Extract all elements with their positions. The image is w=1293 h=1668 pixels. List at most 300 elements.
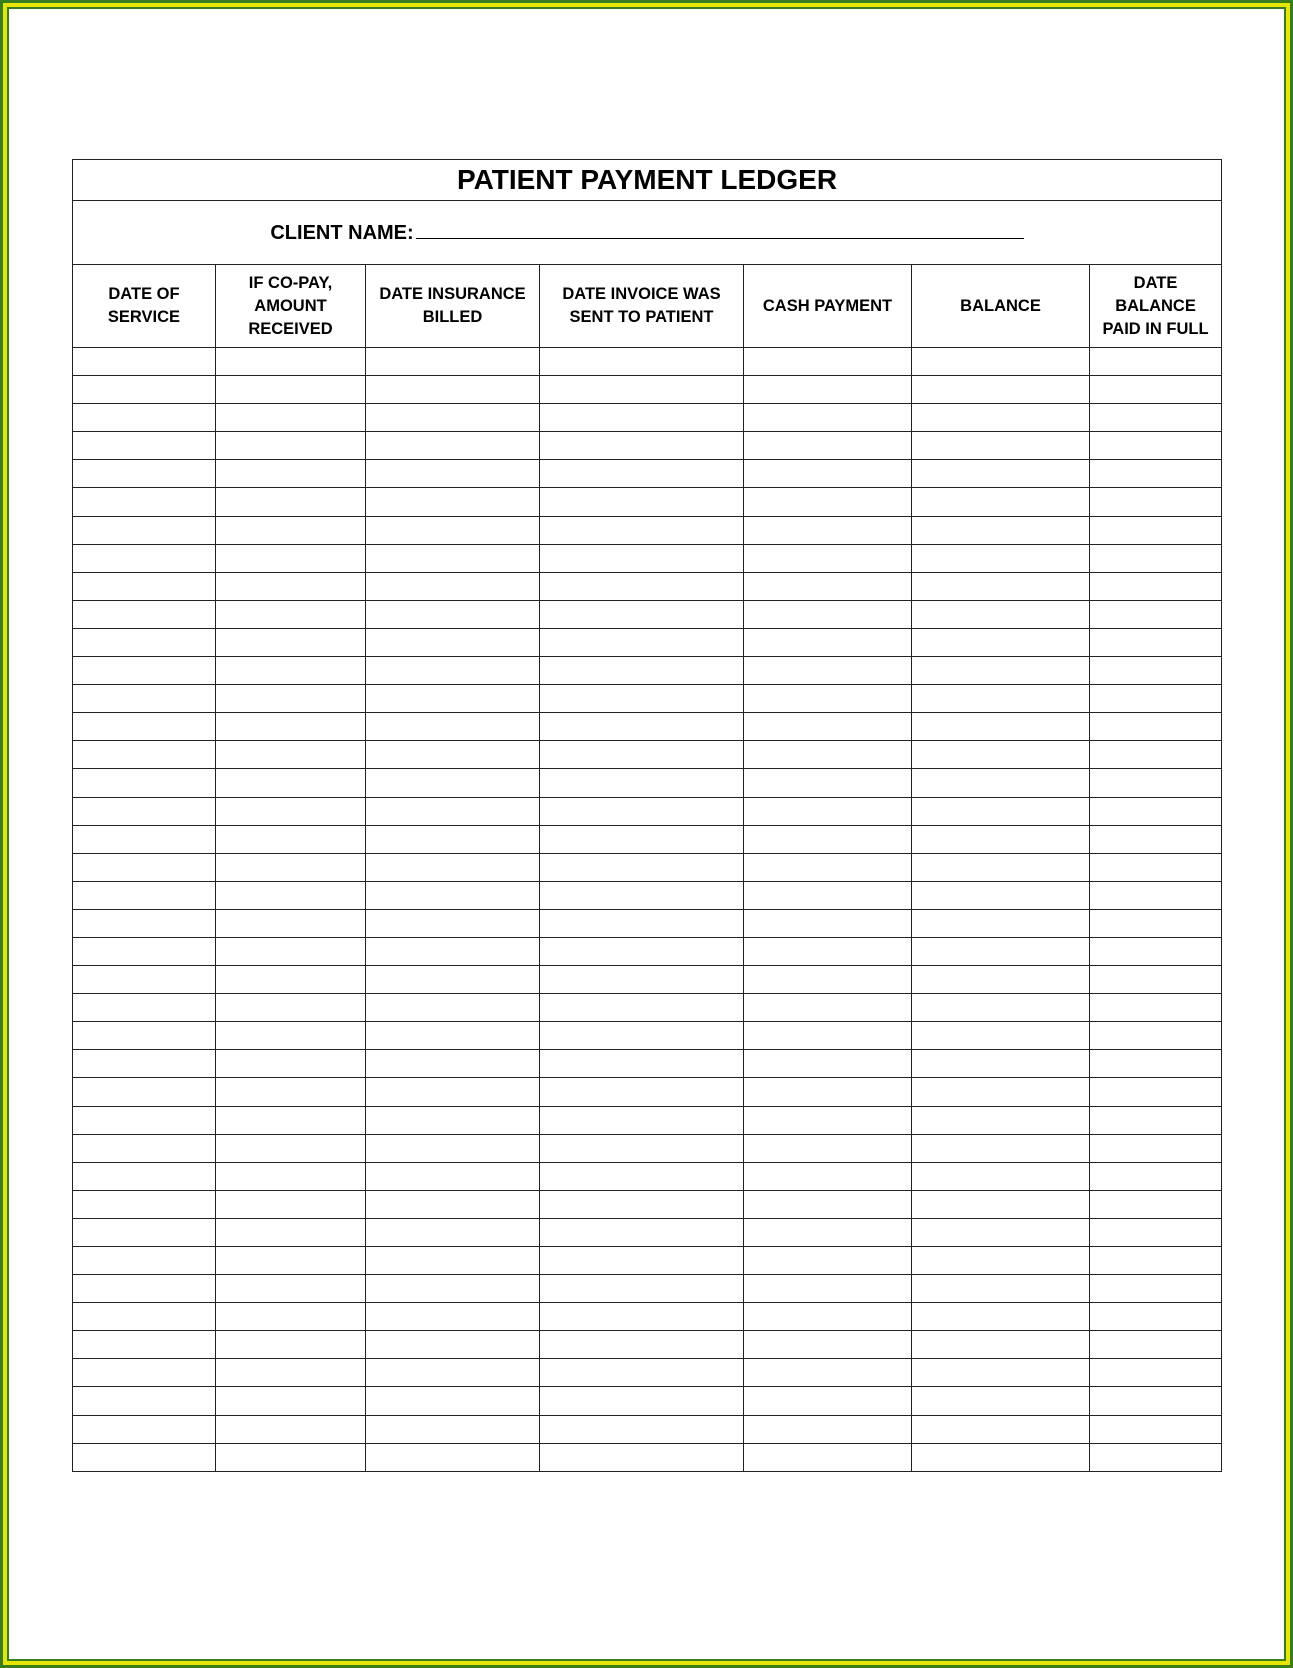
ledger-cell[interactable] — [73, 1078, 216, 1106]
ledger-cell[interactable] — [540, 516, 744, 544]
ledger-cell[interactable] — [1090, 1218, 1222, 1246]
ledger-cell[interactable] — [912, 1247, 1090, 1275]
ledger-cell[interactable] — [366, 460, 540, 488]
ledger-cell[interactable] — [366, 769, 540, 797]
ledger-cell[interactable] — [912, 713, 1090, 741]
ledger-cell[interactable] — [216, 1022, 366, 1050]
ledger-cell[interactable] — [540, 1078, 744, 1106]
client-name-field[interactable] — [73, 201, 1222, 265]
ledger-cell[interactable] — [73, 657, 216, 685]
ledger-cell[interactable] — [1090, 1359, 1222, 1387]
ledger-cell[interactable] — [366, 685, 540, 713]
ledger-cell[interactable] — [366, 797, 540, 825]
ledger-cell[interactable] — [744, 348, 912, 376]
ledger-cell[interactable] — [216, 1415, 366, 1443]
ledger-row — [73, 1218, 1222, 1246]
ledger-cell[interactable] — [73, 404, 216, 432]
ledger-cell[interactable] — [912, 1134, 1090, 1162]
ledger-cell[interactable] — [744, 657, 912, 685]
ledger-cell[interactable] — [216, 1218, 366, 1246]
client-name-underline[interactable] — [416, 220, 1024, 239]
ledger-cell[interactable] — [216, 376, 366, 404]
ledger-cell[interactable] — [744, 1218, 912, 1246]
ledger-cell[interactable] — [366, 1415, 540, 1443]
ledger-cell[interactable] — [912, 937, 1090, 965]
ledger-cell[interactable] — [744, 1247, 912, 1275]
ledger-cell[interactable] — [1090, 404, 1222, 432]
column-header-line: SERVICE — [107, 308, 181, 326]
ledger-cell[interactable] — [366, 516, 540, 544]
ledger-cell[interactable] — [73, 572, 216, 600]
ledger-cell[interactable] — [744, 460, 912, 488]
ledger-cell[interactable] — [1090, 1415, 1222, 1443]
ledger-cell[interactable] — [744, 741, 912, 769]
ledger-cell[interactable] — [540, 544, 744, 572]
ledger-cell[interactable] — [1090, 1247, 1222, 1275]
ledger-cell[interactable] — [216, 741, 366, 769]
ledger-cell[interactable] — [366, 1275, 540, 1303]
ledger-cell[interactable] — [366, 1247, 540, 1275]
ledger-cell[interactable] — [912, 685, 1090, 713]
column-header — [540, 265, 744, 348]
ledger-cell[interactable] — [540, 994, 744, 1022]
ledger-cell[interactable] — [216, 1134, 366, 1162]
ledger-cell[interactable] — [744, 600, 912, 628]
ledger-cell[interactable] — [73, 966, 216, 994]
ledger-cell[interactable] — [216, 994, 366, 1022]
ledger-row — [73, 348, 1222, 376]
ledger-cell[interactable] — [912, 1078, 1090, 1106]
ledger-cell[interactable] — [73, 1190, 216, 1218]
ledger-cell[interactable] — [1090, 544, 1222, 572]
ledger-cell[interactable] — [1090, 966, 1222, 994]
ledger-cell[interactable] — [366, 966, 540, 994]
ledger-cell[interactable] — [912, 1443, 1090, 1471]
ledger-cell[interactable] — [540, 1443, 744, 1471]
ledger-cell[interactable] — [73, 1443, 216, 1471]
ledger-cell[interactable] — [216, 1443, 366, 1471]
ledger-cell[interactable] — [912, 1190, 1090, 1218]
ledger-cell[interactable] — [366, 1050, 540, 1078]
ledger-cell[interactable] — [744, 1275, 912, 1303]
ledger-cell[interactable] — [912, 1050, 1090, 1078]
ledger-cell[interactable] — [1090, 432, 1222, 460]
ledger-cell[interactable] — [216, 685, 366, 713]
ledger-cell[interactable] — [744, 1359, 912, 1387]
ledger-cell[interactable] — [744, 432, 912, 460]
ledger-cell[interactable] — [540, 1022, 744, 1050]
ledger-cell[interactable] — [744, 376, 912, 404]
ledger-cell[interactable] — [744, 713, 912, 741]
ledger-cell[interactable] — [744, 1190, 912, 1218]
ledger-cell[interactable] — [73, 1303, 216, 1331]
ledger-cell[interactable] — [366, 1359, 540, 1387]
ledger-cell[interactable] — [912, 572, 1090, 600]
ledger-cell[interactable] — [216, 572, 366, 600]
ledger-cell[interactable] — [540, 1134, 744, 1162]
ledger-cell[interactable] — [366, 937, 540, 965]
ledger-cell[interactable] — [366, 544, 540, 572]
ledger-cell[interactable] — [744, 1050, 912, 1078]
ledger-cell[interactable] — [540, 1247, 744, 1275]
ledger-cell[interactable] — [366, 1303, 540, 1331]
ledger-cell[interactable] — [366, 404, 540, 432]
column-header-line: SENT TO PATIENT — [569, 308, 714, 326]
ledger-cell[interactable] — [73, 994, 216, 1022]
ledger-row — [73, 937, 1222, 965]
ledger-cell[interactable] — [73, 881, 216, 909]
ledger-cell[interactable] — [73, 853, 216, 881]
ledger-cell[interactable] — [73, 1162, 216, 1190]
ledger-cell[interactable] — [73, 1275, 216, 1303]
ledger-cell[interactable] — [912, 432, 1090, 460]
ledger-cell[interactable] — [540, 881, 744, 909]
ledger-cell[interactable] — [744, 881, 912, 909]
ledger-cell[interactable] — [366, 909, 540, 937]
ledger-cell[interactable] — [912, 1218, 1090, 1246]
ledger-cell[interactable] — [744, 516, 912, 544]
ledger-cell[interactable] — [744, 404, 912, 432]
ledger-cell[interactable] — [216, 1162, 366, 1190]
column-header-line: BALANCE — [960, 296, 1041, 315]
ledger-cell[interactable] — [216, 488, 366, 516]
ledger-cell[interactable] — [1090, 853, 1222, 881]
ledger-cell[interactable] — [1090, 1022, 1222, 1050]
ledger-cell[interactable] — [1090, 1050, 1222, 1078]
ledger-cell[interactable] — [540, 966, 744, 994]
ledger-cell[interactable] — [1090, 1106, 1222, 1134]
ledger-cell[interactable] — [216, 1275, 366, 1303]
ledger-cell[interactable] — [540, 488, 744, 516]
ledger-cell[interactable] — [1090, 769, 1222, 797]
ledger-cell[interactable] — [540, 1106, 744, 1134]
ledger-cell[interactable] — [912, 1415, 1090, 1443]
ledger-cell[interactable] — [1090, 600, 1222, 628]
ledger-cell[interactable] — [744, 937, 912, 965]
ledger-cell[interactable] — [912, 797, 1090, 825]
ledger-cell[interactable] — [216, 628, 366, 656]
ledger-cell[interactable] — [540, 628, 744, 656]
ledger-cell[interactable] — [744, 1443, 912, 1471]
ledger-cell[interactable] — [912, 1359, 1090, 1387]
ledger-cell[interactable] — [540, 1275, 744, 1303]
ledger-cell[interactable] — [540, 713, 744, 741]
ledger-cell[interactable] — [744, 1387, 912, 1415]
column-header-line: CASH PAYMENT — [762, 296, 893, 315]
ledger-cell[interactable] — [73, 1247, 216, 1275]
ledger-cell[interactable] — [744, 1415, 912, 1443]
ledger-cell[interactable] — [1090, 1331, 1222, 1359]
ledger-cell[interactable] — [744, 797, 912, 825]
ledger-cell[interactable] — [73, 1134, 216, 1162]
ledger-cell[interactable] — [216, 881, 366, 909]
ledger-cell[interactable] — [366, 1331, 540, 1359]
ledger-cell[interactable] — [1090, 741, 1222, 769]
ledger-cell[interactable] — [366, 1190, 540, 1218]
ledger-cell[interactable] — [73, 909, 216, 937]
ledger-cell[interactable] — [366, 657, 540, 685]
ledger-cell[interactable] — [912, 994, 1090, 1022]
ledger-cell[interactable] — [744, 853, 912, 881]
ledger-cell[interactable] — [912, 1275, 1090, 1303]
ledger-cell[interactable] — [540, 797, 744, 825]
ledger-cell[interactable] — [73, 1050, 216, 1078]
ledger-cell[interactable] — [540, 1387, 744, 1415]
ledger-cell[interactable] — [540, 937, 744, 965]
ledger-cell[interactable] — [540, 1190, 744, 1218]
ledger-row — [73, 1303, 1222, 1331]
ledger-cell[interactable] — [540, 1050, 744, 1078]
ledger-cell[interactable] — [216, 460, 366, 488]
ledger-cell[interactable] — [912, 348, 1090, 376]
ledger-cell[interactable] — [366, 1106, 540, 1134]
ledger-cell[interactable] — [366, 853, 540, 881]
ledger-cell[interactable] — [1090, 1134, 1222, 1162]
ledger-cell[interactable] — [540, 600, 744, 628]
ledger-cell[interactable] — [366, 1443, 540, 1471]
ledger-cell[interactable] — [1090, 1443, 1222, 1471]
ledger-cell[interactable] — [912, 741, 1090, 769]
ledger-cell[interactable] — [744, 825, 912, 853]
ledger-cell[interactable] — [73, 1415, 216, 1443]
ledger-cell[interactable] — [912, 853, 1090, 881]
ledger-cell[interactable] — [540, 376, 744, 404]
ledger-cell[interactable] — [216, 909, 366, 937]
ledger-cell[interactable] — [216, 657, 366, 685]
ledger-cell[interactable] — [73, 685, 216, 713]
ledger-cell[interactable] — [540, 348, 744, 376]
ledger-cell[interactable] — [366, 628, 540, 656]
ledger-cell[interactable] — [744, 572, 912, 600]
ledger-cell[interactable] — [540, 1218, 744, 1246]
ledger-cell[interactable] — [744, 1162, 912, 1190]
ledger-cell[interactable] — [540, 909, 744, 937]
ledger-cell[interactable] — [216, 1247, 366, 1275]
ledger-cell[interactable] — [216, 713, 366, 741]
ledger-cell[interactable] — [1090, 572, 1222, 600]
ledger-cell[interactable] — [73, 797, 216, 825]
ledger-cell[interactable] — [366, 1218, 540, 1246]
ledger-cell[interactable] — [366, 1022, 540, 1050]
column-header — [912, 265, 1090, 348]
ledger-cell[interactable] — [73, 937, 216, 965]
ledger-cell[interactable] — [1090, 376, 1222, 404]
ledger-cell[interactable] — [540, 432, 744, 460]
ledger-cell[interactable] — [73, 376, 216, 404]
ledger-cell[interactable] — [73, 1218, 216, 1246]
ledger-cell[interactable] — [540, 685, 744, 713]
ledger-row — [73, 797, 1222, 825]
ledger-cell[interactable] — [1090, 1387, 1222, 1415]
ledger-cell[interactable] — [216, 1303, 366, 1331]
ledger-cell[interactable] — [216, 1050, 366, 1078]
ledger-cell[interactable] — [912, 516, 1090, 544]
ledger-cell[interactable] — [366, 432, 540, 460]
ledger-cell[interactable] — [540, 741, 744, 769]
ledger-cell[interactable] — [73, 432, 216, 460]
ledger-cell[interactable] — [540, 1415, 744, 1443]
ledger-cell[interactable] — [1090, 657, 1222, 685]
ledger-cell[interactable] — [366, 348, 540, 376]
ledger-cell[interactable] — [744, 488, 912, 516]
ledger-cell[interactable] — [1090, 1162, 1222, 1190]
ledger-cell[interactable] — [912, 376, 1090, 404]
ledger-cell[interactable] — [73, 628, 216, 656]
ledger-cell[interactable] — [73, 1331, 216, 1359]
ledger-cell[interactable] — [540, 1303, 744, 1331]
ledger-cell[interactable] — [216, 516, 366, 544]
ledger-cell[interactable] — [744, 994, 912, 1022]
ledger-cell[interactable] — [73, 460, 216, 488]
ledger-cell[interactable] — [1090, 881, 1222, 909]
ledger-cell[interactable] — [73, 713, 216, 741]
ledger-cell[interactable] — [912, 1331, 1090, 1359]
ledger-cell[interactable] — [540, 825, 744, 853]
ledger-row — [73, 1387, 1222, 1415]
ledger-cell[interactable] — [366, 1078, 540, 1106]
ledger-cell[interactable] — [366, 994, 540, 1022]
ledger-cell[interactable] — [73, 600, 216, 628]
ledger-cell[interactable] — [912, 488, 1090, 516]
ledger-cell[interactable] — [73, 488, 216, 516]
ledger-cell[interactable] — [912, 1106, 1090, 1134]
ledger-cell[interactable] — [1090, 994, 1222, 1022]
ledger-cell[interactable] — [216, 966, 366, 994]
ledger-cell[interactable] — [912, 544, 1090, 572]
ledger-cell[interactable] — [1090, 797, 1222, 825]
ledger-cell[interactable] — [744, 769, 912, 797]
ledger-cell[interactable] — [744, 966, 912, 994]
ledger-cell[interactable] — [912, 1162, 1090, 1190]
ledger-row — [73, 1275, 1222, 1303]
ledger-cell[interactable] — [744, 685, 912, 713]
ledger-cell[interactable] — [744, 1078, 912, 1106]
ledger-cell[interactable] — [73, 1022, 216, 1050]
ledger-cell[interactable] — [912, 1022, 1090, 1050]
ledger-cell[interactable] — [73, 348, 216, 376]
ledger-cell[interactable] — [912, 769, 1090, 797]
column-header-line: PAID IN FULL — [1102, 319, 1209, 338]
ledger-cell[interactable] — [912, 881, 1090, 909]
ledger-cell[interactable] — [1090, 937, 1222, 965]
ledger-cell[interactable] — [1090, 488, 1222, 516]
ledger-cell[interactable] — [216, 937, 366, 965]
ledger-cell[interactable] — [540, 404, 744, 432]
ledger-cell[interactable] — [744, 1303, 912, 1331]
ledger-cell[interactable] — [540, 1359, 744, 1387]
ledger-cell[interactable] — [366, 1387, 540, 1415]
ledger-cell[interactable] — [744, 1022, 912, 1050]
ledger-cell[interactable] — [540, 1331, 744, 1359]
ledger-cell[interactable] — [366, 1162, 540, 1190]
ledger-cell[interactable] — [73, 741, 216, 769]
ledger-cell[interactable] — [216, 1106, 366, 1134]
ledger-cell[interactable] — [912, 966, 1090, 994]
ledger-cell[interactable] — [1090, 1275, 1222, 1303]
ledger-cell[interactable] — [540, 1162, 744, 1190]
ledger-cell[interactable] — [366, 600, 540, 628]
ledger-cell[interactable] — [744, 544, 912, 572]
ledger-cell[interactable] — [912, 600, 1090, 628]
ledger-cell[interactable] — [912, 460, 1090, 488]
ledger-cell[interactable] — [912, 825, 1090, 853]
ledger-cell[interactable] — [366, 1134, 540, 1162]
ledger-cell[interactable] — [1090, 460, 1222, 488]
ledger-cell[interactable] — [1090, 348, 1222, 376]
ledger-cell[interactable] — [73, 1106, 216, 1134]
ledger-cell[interactable] — [912, 657, 1090, 685]
ledger-cell[interactable] — [366, 376, 540, 404]
ledger-cell[interactable] — [912, 1387, 1090, 1415]
ledger-cell[interactable] — [744, 628, 912, 656]
ledger-row — [73, 516, 1222, 544]
ledger-cell[interactable] — [744, 1134, 912, 1162]
ledger-cell[interactable] — [744, 1106, 912, 1134]
ledger-cell[interactable] — [912, 628, 1090, 656]
ledger-cell[interactable] — [366, 741, 540, 769]
ledger-cell[interactable] — [1090, 909, 1222, 937]
ledger-cell[interactable] — [216, 769, 366, 797]
ledger-cell[interactable] — [540, 853, 744, 881]
ledger-row — [73, 460, 1222, 488]
ledger-cell[interactable] — [216, 348, 366, 376]
ledger-cell[interactable] — [73, 1387, 216, 1415]
ledger-cell[interactable] — [73, 825, 216, 853]
ledger-cell[interactable] — [366, 881, 540, 909]
ledger-cell[interactable] — [216, 797, 366, 825]
ledger-cell[interactable] — [216, 1190, 366, 1218]
ledger-cell[interactable] — [912, 909, 1090, 937]
ledger-cell[interactable] — [216, 404, 366, 432]
ledger-cell[interactable] — [912, 1303, 1090, 1331]
ledger-cell[interactable] — [912, 404, 1090, 432]
column-header — [216, 265, 366, 348]
ledger-cell[interactable] — [1090, 685, 1222, 713]
ledger-cell[interactable] — [1090, 1078, 1222, 1106]
ledger-cell[interactable] — [216, 1078, 366, 1106]
ledger-cell[interactable] — [540, 460, 744, 488]
ledger-cell[interactable] — [366, 713, 540, 741]
ledger-cell[interactable] — [744, 909, 912, 937]
ledger-cell[interactable] — [216, 1331, 366, 1359]
ledger-cell[interactable] — [744, 1331, 912, 1359]
ledger-cell[interactable] — [216, 1359, 366, 1387]
ledger-cell[interactable] — [540, 657, 744, 685]
ledger-cell[interactable] — [1090, 516, 1222, 544]
ledger-cell[interactable] — [540, 769, 744, 797]
ledger-cell[interactable] — [216, 1387, 366, 1415]
ledger-cell[interactable] — [216, 825, 366, 853]
ledger-cell[interactable] — [540, 572, 744, 600]
ledger-cell[interactable] — [366, 572, 540, 600]
ledger-cell[interactable] — [73, 769, 216, 797]
ledger-cell[interactable] — [366, 488, 540, 516]
column-header-line: RECEIVED — [248, 319, 333, 338]
ledger-cell[interactable] — [216, 432, 366, 460]
ledger-cell[interactable] — [1090, 713, 1222, 741]
ledger-cell[interactable] — [73, 544, 216, 572]
ledger-cell[interactable] — [216, 853, 366, 881]
ledger-cell[interactable] — [366, 825, 540, 853]
ledger-cell[interactable] — [73, 516, 216, 544]
ledger-cell[interactable] — [1090, 1190, 1222, 1218]
ledger-cell[interactable] — [1090, 628, 1222, 656]
ledger-cell[interactable] — [73, 1359, 216, 1387]
ledger-cell[interactable] — [216, 600, 366, 628]
ledger-cell[interactable] — [1090, 825, 1222, 853]
ledger-cell[interactable] — [1090, 1303, 1222, 1331]
ledger-cell[interactable] — [216, 544, 366, 572]
